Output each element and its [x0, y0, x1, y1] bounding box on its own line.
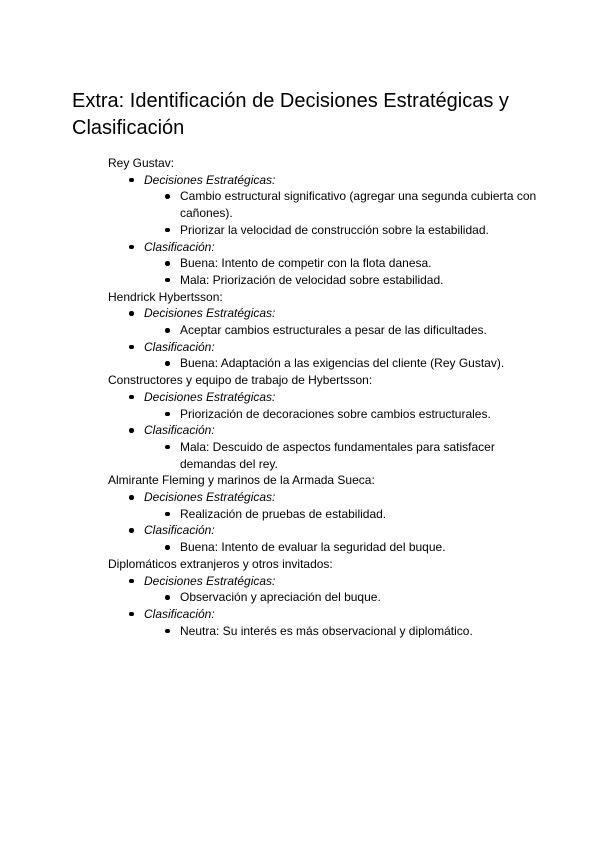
point-list-holder [108, 439, 548, 472]
bullet-icon [165, 328, 170, 333]
point-list-holder [108, 406, 548, 423]
list-item [108, 539, 548, 556]
bullet-icon [165, 194, 170, 199]
bullet-icon [165, 512, 170, 517]
point-list-holder [108, 539, 548, 556]
bullet-icon [129, 245, 134, 250]
bullet-icon [129, 495, 134, 500]
group-label: Clasificación: [144, 339, 215, 354]
list-item-text: Realización de pruebas de estabilidad. [180, 506, 387, 521]
group-item [108, 239, 548, 289]
group-list [108, 489, 548, 556]
group-list [108, 389, 548, 473]
point-list-holder [108, 322, 548, 339]
group-item [108, 339, 548, 372]
point-list [108, 355, 548, 372]
section [108, 155, 548, 289]
point-list [108, 506, 548, 523]
list-item [108, 222, 548, 239]
bullet-icon [129, 528, 134, 533]
list-item-text: Priorización de decoraciones sobre cambios estructurales. [180, 406, 491, 421]
list-item-text: Aceptar cambios estructurales a pesar de las dificultades. [180, 323, 487, 338]
point-list [108, 539, 548, 556]
section [108, 556, 548, 640]
list-item-text: Priorizar la velocidad de construcción sobre la estabilidad. [180, 222, 489, 237]
group-label: Decisiones Estratégicas: [144, 490, 276, 505]
bullet-icon [129, 428, 134, 433]
list-item [108, 623, 548, 640]
bullet-icon [165, 228, 170, 233]
bullet-icon [165, 445, 170, 450]
group-item [108, 522, 548, 555]
actor-heading: Rey Gustav: [108, 156, 175, 170]
group-item [108, 389, 548, 422]
list-item-text: Mala: Descuido de aspectos fundamentales para satisfacer demandas del rey. [180, 439, 495, 471]
section [108, 372, 548, 472]
list-item [108, 589, 548, 606]
group-label: Decisiones Estratégicas: [144, 389, 276, 404]
group-label: Decisiones Estratégicas: [144, 573, 276, 588]
bullet-icon [129, 579, 134, 584]
actor-heading: Hendrick Hybertsson: [108, 289, 223, 304]
group-label: Clasificación: [144, 239, 215, 254]
page-title: Extra: Identificación de Decisiones Estratégicas y Clasificación [72, 90, 509, 139]
bullet-icon [129, 311, 134, 316]
document-body [108, 155, 548, 639]
group-list [108, 172, 548, 289]
point-list [108, 255, 548, 288]
bullet-icon [129, 395, 134, 400]
list-item-text: Mala: Priorización de velocidad sobre estabilidad. [180, 272, 444, 287]
point-list-holder [108, 188, 548, 238]
group-list [108, 305, 548, 372]
section [108, 289, 548, 373]
group-item [108, 172, 548, 239]
group-label: Clasificación: [144, 423, 215, 438]
bullet-icon [165, 278, 170, 283]
bullet-icon [129, 178, 134, 183]
list-item [108, 439, 548, 472]
bullet-icon [129, 612, 134, 617]
bullet-icon [165, 629, 170, 634]
list-item [108, 272, 548, 289]
list-item-text: Buena: Adaptación a las exigencias del cliente (Rey Gustav). [180, 356, 505, 371]
list-item-text: Observación y apreciación del buque. [180, 590, 381, 605]
group-item [108, 573, 548, 606]
actor-heading: Diplomáticos extranjeros y otros invitados: [108, 556, 333, 571]
group-label: Clasificación: [144, 606, 215, 621]
point-list-holder [108, 623, 548, 640]
group-label: Clasificación: [144, 523, 215, 538]
point-list [108, 589, 548, 606]
list-item [108, 188, 548, 221]
group-label: Decisiones Estratégicas: [144, 306, 276, 321]
group-label: Decisiones Estratégicas: [144, 172, 276, 187]
point-list [108, 322, 548, 339]
bullet-icon [165, 261, 170, 266]
list-item-text: Buena: Intento de evaluar la seguridad del buque. [180, 540, 446, 555]
list-item [108, 406, 548, 423]
list-item [108, 506, 548, 523]
point-list-holder [108, 589, 548, 606]
point-list [108, 188, 548, 238]
list-item [108, 255, 548, 272]
bullet-icon [129, 345, 134, 350]
list-item-text: Buena: Intento de competir con la flota danesa. [180, 256, 432, 271]
point-list [108, 623, 548, 640]
point-list-holder [108, 506, 548, 523]
actor-heading: Constructores y equipo de trabajo de Hybertsson: [108, 373, 373, 388]
group-item [108, 489, 548, 522]
point-list [108, 439, 548, 472]
point-list-holder [108, 255, 548, 288]
actor-heading: Almirante Fleming y marinos de la Armada Sueca: [108, 473, 375, 488]
bullet-icon [165, 545, 170, 550]
list-item [108, 322, 548, 339]
bullet-icon [165, 361, 170, 366]
list-item-text: Cambio estructural significativo (agregar una segunda cubierta con cañones). [180, 189, 537, 221]
point-list [108, 406, 548, 423]
point-list-holder [108, 355, 548, 372]
group-item [108, 422, 548, 472]
bullet-icon [165, 412, 170, 417]
group-item [108, 606, 548, 639]
section [108, 472, 548, 556]
list-item-text: Neutra: Su interés es más observacional y diplomático. [180, 623, 473, 638]
group-list [108, 573, 548, 640]
group-item [108, 305, 548, 338]
bullet-icon [165, 595, 170, 600]
list-item [108, 355, 548, 372]
